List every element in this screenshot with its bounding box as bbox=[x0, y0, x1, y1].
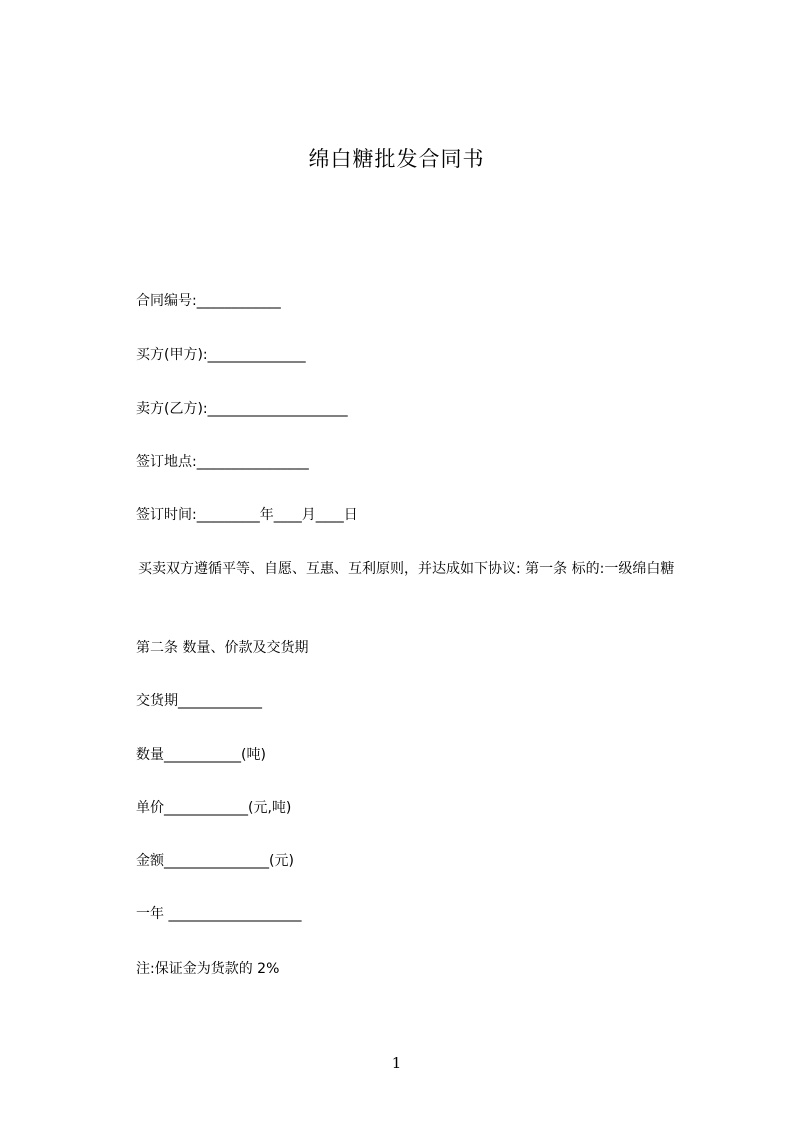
contract-number-field: 合同编号:____________ bbox=[136, 293, 281, 309]
delivery-period-field: 交货期____________ bbox=[136, 693, 262, 709]
unit-price-field: 单价____________(元,吨) bbox=[136, 800, 292, 816]
page-number: 1 bbox=[391, 1054, 402, 1072]
quantity-field: 数量___________(吨) bbox=[136, 747, 266, 763]
sign-place-field: 签订地点:________________ bbox=[136, 454, 309, 470]
buyer-field: 买方(甲方):______________ bbox=[136, 347, 306, 363]
sign-time-field: 签订时间:_________年____月____日 bbox=[136, 507, 358, 523]
article-two-heading: 第二条 数量、价款及交货期 bbox=[136, 640, 309, 656]
grade-field: 一年 ___________________ bbox=[136, 906, 302, 922]
amount-field: 金额_______________(元) bbox=[136, 853, 294, 869]
deposit-note: 注:保证金为货款的 2% bbox=[136, 961, 280, 977]
document-title: 绵白糖批发合同书 bbox=[308, 147, 485, 171]
intro-paragraph: 买卖双方遵循平等、自愿、互惠、互利原则，并达成如下协议: 第一条 标的:一级绵白糖 bbox=[138, 561, 675, 577]
seller-field: 卖方(乙方):____________________ bbox=[136, 401, 348, 417]
